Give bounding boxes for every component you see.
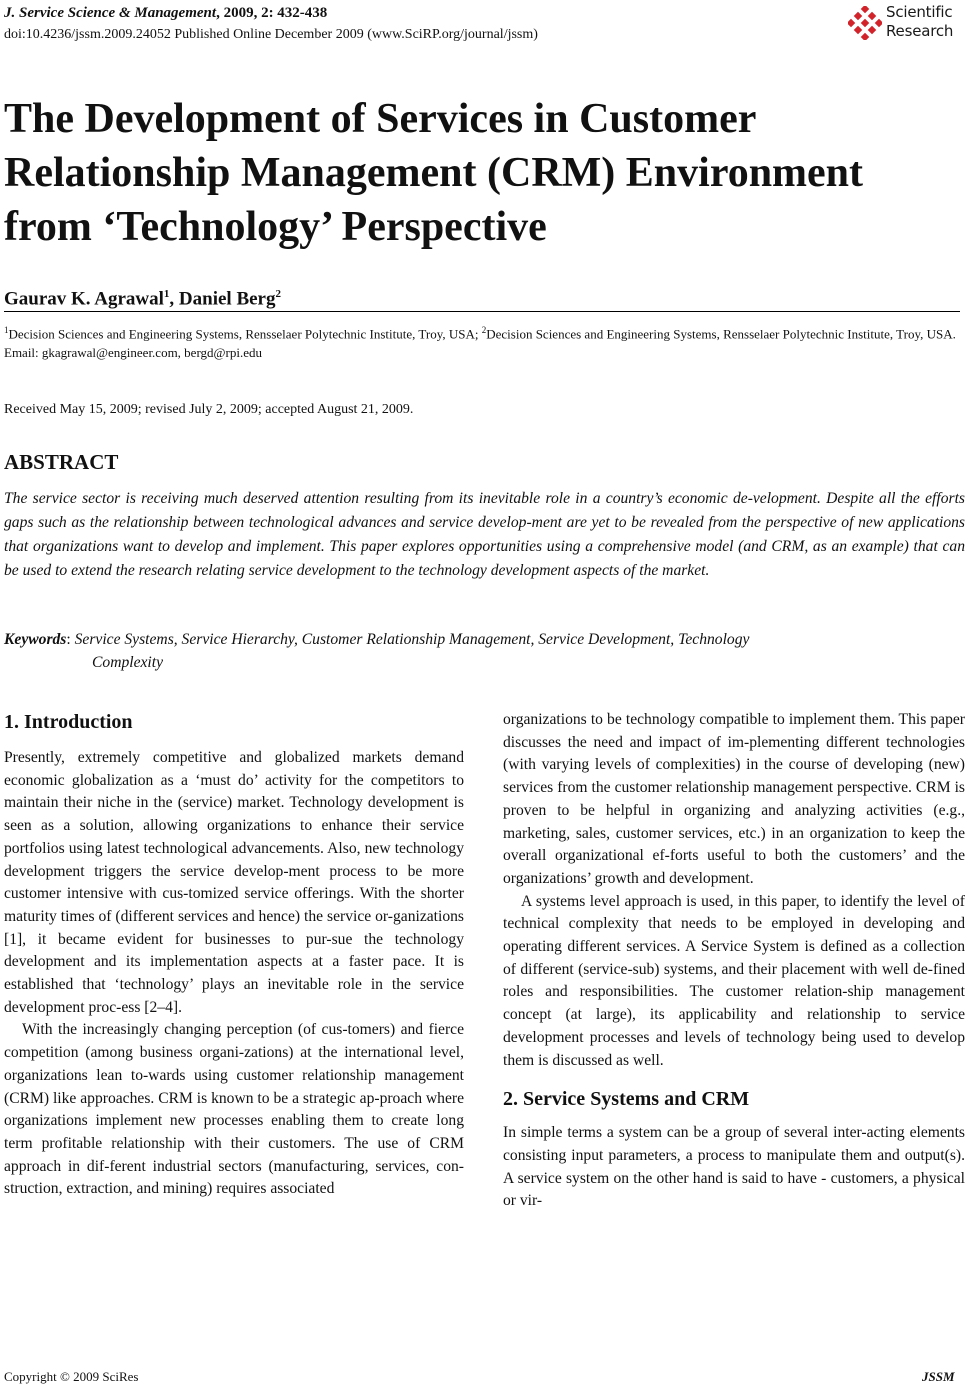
paper-title: The Development of Services in Customer Relationship Management (CRM) Environment from ‘Technology’ Perspective (4, 96, 864, 250)
affiliation-mark: 1 (4, 325, 9, 335)
publisher-name-line1: Scientific (886, 3, 953, 21)
affiliations (4, 321, 964, 362)
affiliation-text (4, 321, 964, 343)
keywords-text-continued: Complexity (92, 654, 164, 671)
journal-citation (4, 4, 327, 22)
left-column (4, 709, 464, 1201)
header-divider (4, 311, 960, 312)
section-heading: 2. Service Systems and CRM (503, 1088, 750, 1111)
doi-line: doi:10.4236/jssm.2009.24052 Published Online December 2009 (www.SciRP.org/journal/jssm) (4, 27, 538, 42)
abstract-text: The service sector is receiving much deserved attention resulting from its inevitable role in a country’s economic de-velopment. Despite all the efforts gaps such as the relationship between technological advances and service develop-ment are yet to be revealed from the perspective of new applications that organizations want to develop and implement. This paper explores opportunities using a comprehensive model (and CRM, as an example) that can be used to extend the research relating service development to the technology development aspects of the market. (4, 490, 965, 579)
affiliation-mark: 2 (481, 325, 487, 335)
author-name: Gaurav K. Agrawal (4, 288, 164, 310)
keywords-text: Service Systems, Service Hierarchy, Customer Relationship Management, Service Development, Technology (74, 631, 750, 648)
copyright-footer: Copyright © 2009 SciRes (4, 1369, 139, 1384)
right-column (503, 709, 965, 1213)
journal-abbreviation: JSSM (922, 1369, 955, 1384)
publisher-logo-icon (848, 6, 882, 40)
author-name: Daniel Berg (178, 288, 276, 310)
paragraph: With the increasingly changing perception (of cus-tomers) and fierce competition (among business organi-zations) at the international level, organizations lean to-wards using customer relationship management (CRM) like approaches. CRM is known to be a strategic ap-proach where organizations implement new processes enabling them to create long term profitable relationship with their customers. The use of CRM approach in dif-ferent industrial sectors (manufacturing, services, con-struction, extraction, and mining) requires associated (4, 1021, 464, 1198)
paragraph: A systems level approach is used, in this paper, to identify the level of technical complexity that needs to be employed in developing and operating different services. A Service System is defined as a collection of different (service-sub) systems, and their placement with well de-fined roles and responsibilities. The customer relation-ship management concept (at large), its applicability and relationship to service development processes and levels of technology being used to develop them is discussed as well. (503, 892, 965, 1069)
publisher-name (886, 3, 953, 41)
author-separator: , (169, 288, 179, 310)
author-list (4, 282, 281, 311)
keywords-colon: : (66, 631, 75, 648)
section-heading: 1. Introduction (4, 711, 133, 733)
author-affiliation-mark: 1 (163, 288, 170, 300)
publisher-name-line2: Research (886, 22, 954, 40)
paragraph: organizations to be technology compatible to implement them. This paper discusses the need and impact of im-plementing different technologies (with varying levels of complexities) in the course of developing (new) services from the customer relationship management perspective. CRM is proven to be helpful in organizing and analyzing activities (e.g., marketing, sales, customer services, etc.) in an organization to keep the overall organizational ef-forts useful to both the customers’ and the organizations’ growth and development. (503, 711, 965, 887)
journal-volume: , 2009, 2: 432-438 (216, 5, 328, 21)
paragraph: Presently, extremely competitive and globalized markets demand economic globalization as a ‘must do’ activity for the competitors to maintain their niche in the (service) market. Technology development is seen as a solution, allowing organizations to enhance their service portfolios using latest technological advancements. Also, new technology development triggers the service develop-ment process to be more customer intensive with cus-tomized service offerings. With the shorter maturity times of (different services and hence) the service or-ganizations [1], it became evident for businesses to pur-sue the technology development and its implementation aspects at a faster pace. It is established that ‘technology’ plays an inevitable role in the service development proc-ess [2–4]. (4, 749, 464, 1016)
author-affiliation-mark: 2 (275, 288, 281, 300)
journal-name: J. Service Science & Management (4, 5, 217, 21)
keywords-label: Keywords (4, 631, 67, 648)
publisher-logo (848, 2, 966, 42)
affiliation-1: Decision Sciences and Engineering Systems, Rensselaer Polytechnic Institute, Troy, USA; (8, 326, 482, 342)
keywords (4, 628, 965, 674)
affiliation-2: Decision Sciences and Engineering Systems, Rensselaer Polytechnic Institute, Troy, USA. (486, 326, 956, 342)
received-dates: Received May 15, 2009; revised July 2, 2009; accepted August 21, 2009. (4, 402, 414, 417)
email-line: Email: gkagrawal@engineer.com, bergd@rpi.edu (4, 345, 262, 361)
paragraph: In simple terms a system can be a group of several inter-acting elements consisting input parameters, a process to manipulate them and output(s). A service system on the other hand is said to have - customers, a physical or vir- (503, 1124, 965, 1210)
abstract-heading: ABSTRACT (4, 450, 119, 474)
